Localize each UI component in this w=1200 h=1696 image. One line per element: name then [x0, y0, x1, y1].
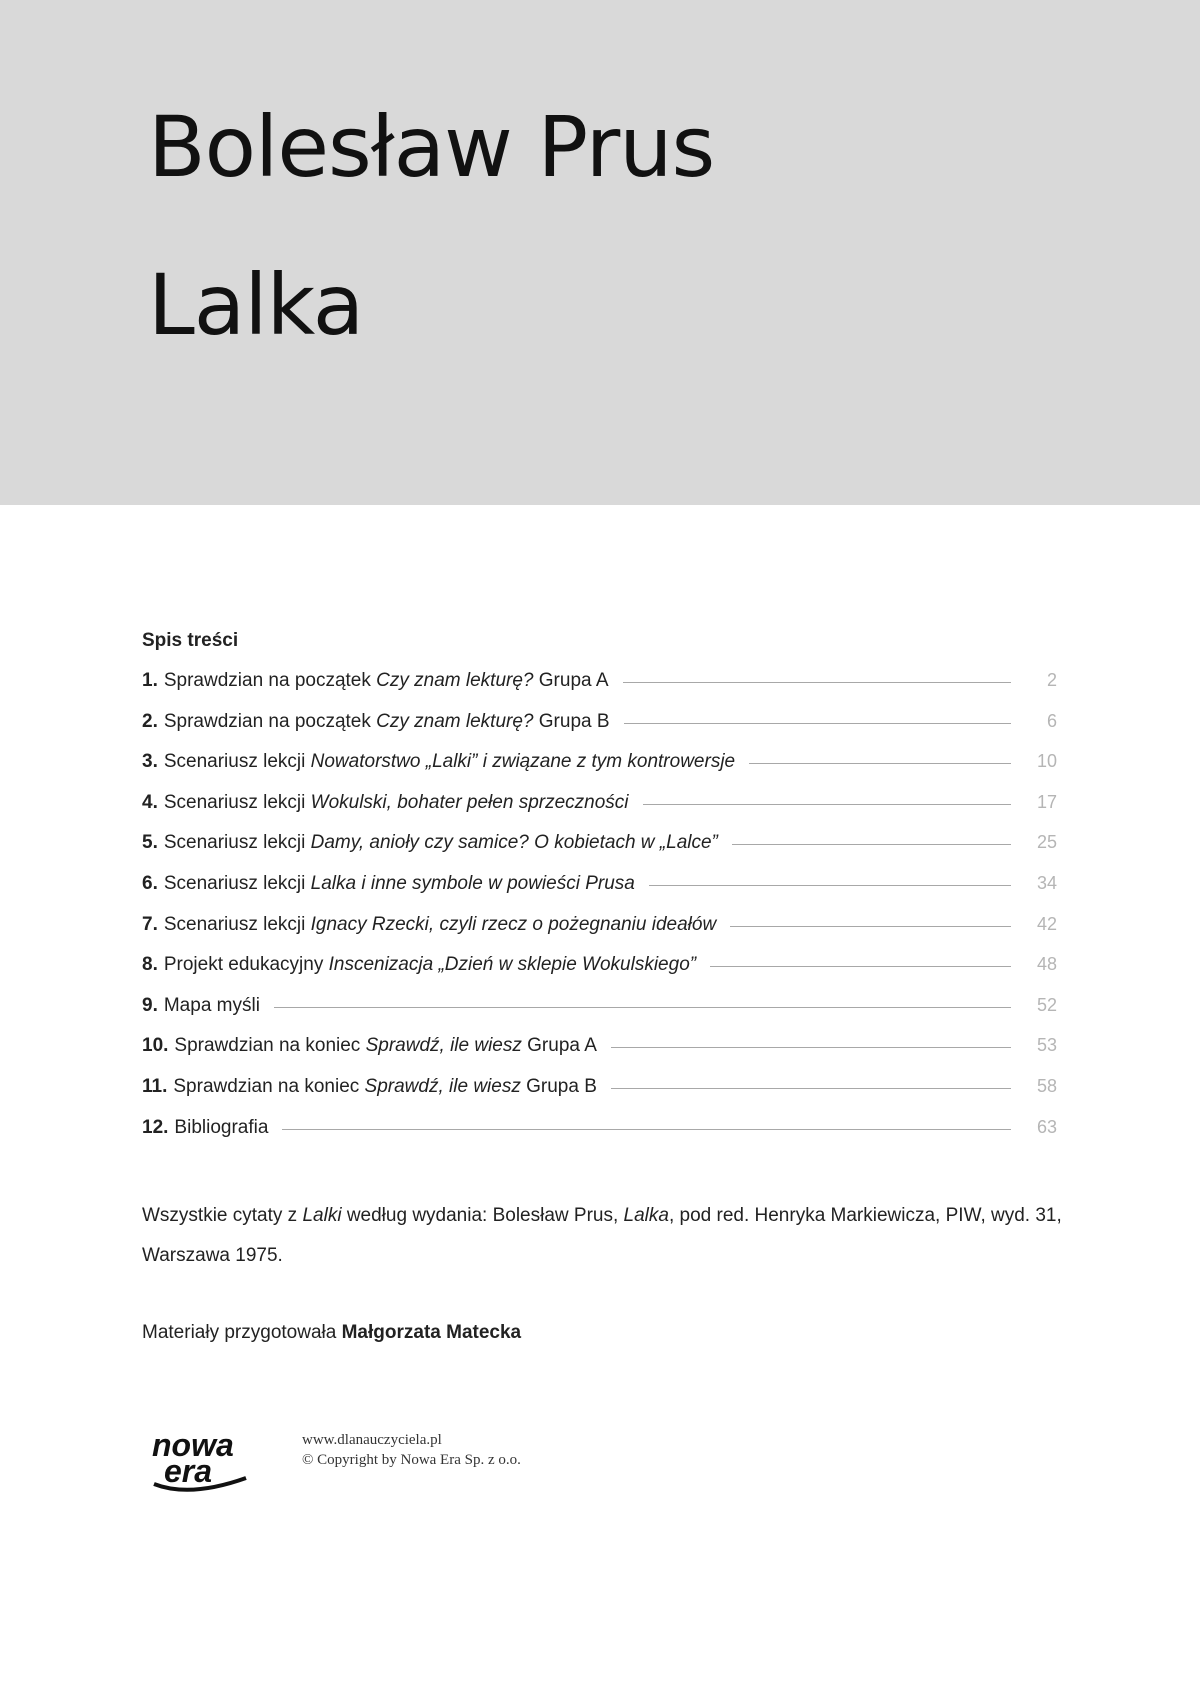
toc-item-page: 58 [1036, 1075, 1057, 1096]
toc-item-title-italic: Czy znam lekturę? [376, 670, 534, 691]
toc-item-number: 8. [142, 954, 158, 976]
toc-item-page: 34 [1036, 872, 1057, 893]
copyright-text: © Copyright by Nowa Era Sp. z o.o. [302, 1452, 521, 1468]
toc-item-number: 2. [142, 710, 158, 732]
toc-item-page: 25 [1036, 832, 1057, 853]
toc-item-title-italic: Wokulski, bohater pełen sprzeczności [310, 791, 629, 813]
toc-item-title [173, 1076, 597, 1098]
toc-item[interactable] [142, 670, 1057, 711]
toc-item-number: 12. [142, 1116, 169, 1138]
logo-text-top: nowa [152, 1428, 234, 1463]
toc-leader-line [710, 966, 1011, 967]
toc-item-title [164, 914, 716, 936]
toc-leader-line [623, 682, 1012, 683]
toc-heading: Spis treści [142, 630, 239, 651]
toc-item-title-italic: Lalka i inne symbole w powieści Prusa [310, 872, 635, 894]
toc-item-title-suffix: Grupa A [521, 1035, 597, 1057]
toc-item-title-italic: Damy, anioły czy samice? O kobietach w „Lalce” [310, 832, 718, 854]
toc-item-title-plain: Mapa myśli [163, 994, 260, 1016]
toc-item-page: 17 [1036, 791, 1057, 812]
toc-item-page: 42 [1036, 913, 1057, 934]
toc-item-title [164, 995, 260, 1017]
toc-item-page: 10 [1036, 751, 1057, 772]
toc-item-title [174, 1117, 268, 1139]
toc-item-title-plain: Sprawdzian na początek [163, 710, 377, 732]
toc-item-number: 6. [142, 872, 158, 894]
toc-leader-line [732, 844, 1011, 845]
toc-item[interactable] [142, 873, 1057, 914]
prepared-by [142, 1322, 521, 1344]
toc-item[interactable] [142, 1117, 1057, 1158]
toc-item-title [164, 670, 609, 692]
toc-item-page: 53 [1036, 1035, 1057, 1056]
toc-item-title-plain: Scenariusz lekcji [163, 791, 311, 813]
toc-leader-line [611, 1047, 1011, 1048]
toc-item-page: 48 [1036, 954, 1057, 975]
toc-leader-line [643, 804, 1011, 805]
toc-item[interactable] [142, 954, 1057, 995]
toc-item[interactable] [142, 792, 1057, 833]
toc-item-title [164, 711, 610, 733]
book-title: Lalka [148, 256, 364, 354]
toc-item-number: 5. [142, 832, 158, 854]
toc-item-page: 2 [1046, 670, 1057, 690]
citation-note [142, 1196, 1062, 1276]
toc-item-title-suffix: Grupa B [520, 1075, 597, 1097]
toc-item-title [174, 1035, 596, 1057]
toc-item-title-plain: Sprawdzian na koniec [174, 1035, 366, 1057]
citation-text: według wydania: Bolesław Prus, [341, 1205, 624, 1226]
toc-item[interactable] [142, 914, 1057, 955]
toc-item-title [164, 873, 635, 895]
prepared-label: Materiały przygotowała [142, 1322, 342, 1343]
toc-item[interactable] [142, 832, 1057, 873]
toc-leader-line [649, 885, 1011, 886]
toc-leader-line [611, 1088, 1011, 1089]
table-of-contents [142, 670, 1057, 1157]
toc-leader-line [624, 723, 1011, 724]
toc-leader-line [730, 926, 1011, 927]
footer-info [302, 1430, 521, 1470]
toc-item-number: 3. [142, 751, 158, 773]
toc-item[interactable] [142, 711, 1057, 752]
toc-item-number: 9. [142, 994, 158, 1016]
toc-item-number: 1. [142, 670, 158, 691]
toc-item-title-plain: Sprawdzian na początek [163, 670, 377, 691]
website-link[interactable]: www.dlanauczyciela.pl [302, 1432, 442, 1448]
toc-item-title [164, 751, 735, 773]
toc-item-number: 7. [142, 913, 158, 935]
author-of-materials: Małgorzata Matecka [341, 1322, 522, 1343]
toc-item-page: 6 [1046, 710, 1057, 731]
nowa-era-logo [150, 1428, 260, 1494]
logo-text-bottom: era [164, 1453, 213, 1489]
toc-item-title-plain: Sprawdzian na koniec [173, 1075, 365, 1097]
toc-item-title-italic: Nowatorstwo „Lalki” i związane z tym kontrowersje [310, 751, 736, 773]
citation-text: , pod red. Henryka Markiewicza, PIW, wyd. 31, Warszawa 1975. [142, 1205, 1062, 1266]
toc-leader-line [274, 1007, 1011, 1008]
toc-item-title [164, 832, 718, 854]
toc-leader-line [749, 763, 1011, 764]
toc-item-number: 11. [142, 1075, 168, 1097]
toc-item-page: 63 [1036, 1116, 1057, 1137]
toc-item-title-plain: Bibliografia [174, 1116, 269, 1138]
toc-item[interactable] [142, 995, 1057, 1036]
author-name: Bolesław Prus [148, 98, 715, 196]
citation-title-italic: Lalka [623, 1205, 669, 1226]
citation-text: Wszystkie cytaty z [142, 1205, 303, 1226]
toc-item-title-italic: Sprawdź, ile wiesz [365, 1035, 522, 1057]
toc-item-title [164, 792, 629, 814]
toc-item-title-suffix: Grupa A [533, 670, 609, 691]
toc-item-title-plain: Scenariusz lekcji [163, 913, 311, 935]
toc-item[interactable] [142, 1076, 1057, 1117]
toc-item-title-italic: Czy znam lekturę? [376, 710, 534, 732]
toc-item[interactable] [142, 751, 1057, 792]
header-band [0, 0, 1200, 505]
toc-item-number: 10. [142, 1035, 169, 1057]
toc-item-title-plain: Scenariusz lekcji [163, 832, 311, 854]
toc-item-title-plain: Scenariusz lekcji [163, 751, 311, 773]
toc-item[interactable] [142, 1035, 1057, 1076]
toc-item-page: 52 [1036, 994, 1057, 1015]
toc-item-title-italic: Ignacy Rzecki, czyli rzecz o pożegnaniu ideałów [310, 913, 717, 935]
citation-title-italic: Lalki [302, 1205, 342, 1226]
toc-item-title-suffix: Grupa B [533, 710, 610, 732]
toc-item-number: 4. [142, 791, 158, 813]
toc-item-title-plain: Projekt edukacyjny [163, 954, 329, 976]
toc-leader-line [282, 1129, 1011, 1130]
toc-item-title-plain: Scenariusz lekcji [163, 872, 311, 894]
toc-item-title-italic: Inscenizacja „Dzień w sklepie Wokulskiego” [328, 954, 697, 976]
toc-item-title-italic: Sprawdź, ile wiesz [364, 1075, 521, 1097]
toc-item-title [164, 954, 696, 976]
